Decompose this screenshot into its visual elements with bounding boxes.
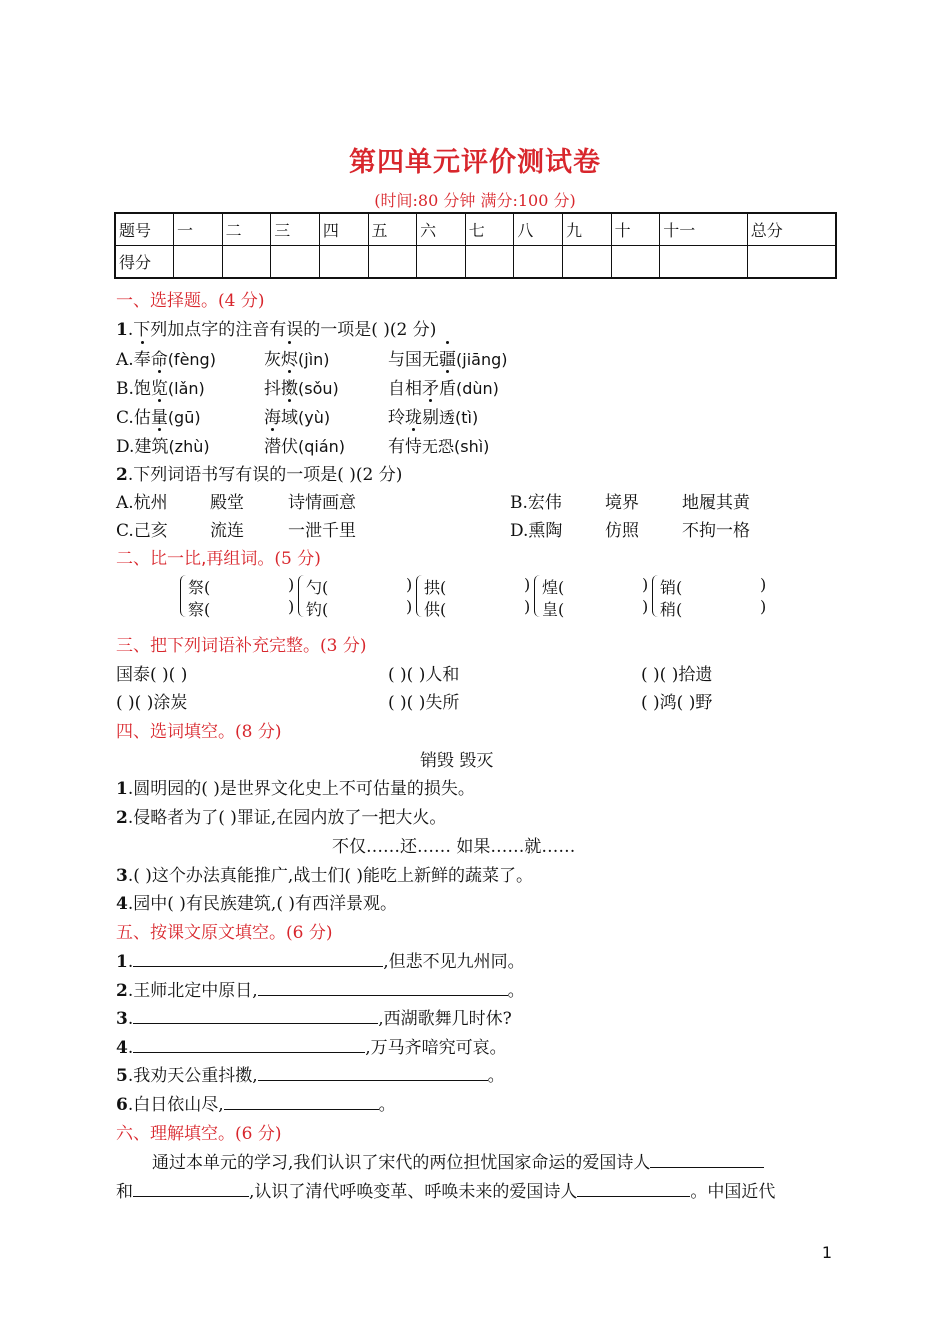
q2-word: 境界 bbox=[605, 493, 639, 513]
fill-question: 2.侵略者为了( )罪证,在园内放了一把大火。 bbox=[116, 808, 447, 828]
poem-line: 3. ,西湖歌舞几时休? bbox=[116, 1009, 512, 1029]
poem-line: 4. ,万马齐喑究可哀。 bbox=[116, 1038, 507, 1058]
conjunction-choices: 不仅……还…… 如果……就…… bbox=[332, 837, 576, 857]
table-row bbox=[115, 213, 836, 246]
score-cell[interactable] bbox=[319, 246, 368, 279]
q2-word: 不拘一格 bbox=[682, 521, 750, 541]
option-a: A.奉命(fèng) bbox=[116, 345, 216, 370]
score-cell[interactable] bbox=[417, 246, 466, 279]
option-b-word-3: 自相矛盾(dùn) bbox=[388, 374, 499, 399]
option-d-word-2: 潜伏(qián) bbox=[264, 432, 345, 457]
option-a-word-2: 灰烬(jìn) bbox=[264, 345, 330, 370]
page-number: 1 bbox=[821, 1243, 832, 1262]
compare-group: 煌( 皇( ) ) bbox=[534, 575, 654, 619]
score-table bbox=[114, 212, 837, 279]
score-cell[interactable] bbox=[563, 246, 612, 279]
idiom-item: 国泰( )( ) bbox=[116, 665, 188, 685]
score-cell[interactable] bbox=[660, 246, 748, 279]
option-c: C.估量(gū) bbox=[116, 403, 201, 428]
q2-option-d: D.熏陶 bbox=[510, 521, 563, 541]
idiom-item: ( )( )拾遗 bbox=[641, 665, 713, 685]
compare-item: 察( bbox=[188, 600, 211, 619]
answer-blank[interactable] bbox=[258, 979, 508, 996]
q2-option-b: B.宏伟 bbox=[510, 493, 562, 513]
section-5-heading: 五、按课文原文填空。(6 分) bbox=[116, 923, 333, 943]
q2-option-a: A.杭州 bbox=[116, 493, 168, 513]
table-cell: 得分 bbox=[115, 246, 174, 279]
table-cell: 十 bbox=[611, 213, 660, 246]
table-cell: 题号 bbox=[115, 213, 174, 246]
exam-info: (时间:80 分钟 满分:100 分) bbox=[374, 191, 576, 210]
compare-group: 拱( 供( ) ) bbox=[416, 575, 536, 619]
compare-group: 勺( 钓( ) ) bbox=[298, 575, 418, 619]
score-cell[interactable] bbox=[368, 246, 417, 279]
fill-question: 1.圆明园的( )是世界文化史上不可估量的损失。 bbox=[116, 779, 475, 799]
table-cell: 四 bbox=[319, 213, 368, 246]
compare-item: 拱( bbox=[424, 578, 447, 597]
section-6-heading: 六、理解填空。(6 分) bbox=[116, 1124, 282, 1144]
page-title: 第四单元评价测试卷 bbox=[349, 147, 601, 178]
section-2-heading: 二、比一比,再组词。(5 分) bbox=[116, 549, 321, 569]
answer-blank[interactable] bbox=[224, 1093, 379, 1110]
compare-item: 钓( bbox=[306, 600, 329, 619]
score-cell[interactable] bbox=[174, 246, 223, 279]
option-a-word-3: 与国无疆(jiāng) bbox=[388, 345, 507, 370]
q2-word: 流连 bbox=[210, 521, 244, 541]
q2-word: 仿照 bbox=[605, 521, 639, 541]
score-cell[interactable] bbox=[514, 246, 563, 279]
idiom-item: ( )( )人和 bbox=[388, 665, 460, 685]
score-cell[interactable] bbox=[465, 246, 514, 279]
compare-item: 煌( bbox=[542, 578, 565, 597]
table-cell: 十一 bbox=[660, 213, 748, 246]
idiom-item: ( )( )涂炭 bbox=[116, 693, 188, 713]
compare-item: 勺( bbox=[306, 578, 329, 597]
option-b-word-2: 抖擞(sǒu) bbox=[264, 374, 339, 399]
option-d-word-3: 有恃无恐(shì) bbox=[388, 432, 489, 457]
poem-line: 6.白日依山尽, 。 bbox=[116, 1095, 396, 1115]
score-cell[interactable] bbox=[271, 246, 320, 279]
table-cell: 九 bbox=[563, 213, 612, 246]
fill-question: 4.园中( )有民族建筑,( )有西洋景观。 bbox=[116, 894, 397, 914]
table-cell: 总分 bbox=[747, 213, 836, 246]
fill-question: 3.( )这个办法真能推广,战士们( )能吃上新鲜的蔬菜了。 bbox=[116, 866, 533, 886]
table-cell: 七 bbox=[465, 213, 514, 246]
q2-word: 地履其黄 bbox=[682, 493, 750, 513]
table-row bbox=[115, 246, 836, 279]
table-cell: 五 bbox=[368, 213, 417, 246]
answer-blank[interactable] bbox=[133, 1036, 365, 1053]
idiom-item: ( )( )失所 bbox=[388, 693, 460, 713]
compare-group: 销( 稍( ) ) bbox=[652, 575, 772, 619]
compare-item: 祭( bbox=[188, 578, 211, 597]
table-cell: 一 bbox=[174, 213, 223, 246]
option-b: B.饱览(lǎn) bbox=[116, 374, 205, 399]
compare-item: 供( bbox=[424, 600, 447, 619]
table-cell: 六 bbox=[417, 213, 466, 246]
compare-group: 祭( 察( ) ) bbox=[180, 575, 300, 619]
answer-blank[interactable] bbox=[650, 1151, 764, 1168]
poem-line: 2.王师北定中原日, 。 bbox=[116, 981, 525, 1001]
option-d: D.建筑(zhù) bbox=[116, 432, 210, 457]
answer-blank[interactable] bbox=[133, 1007, 378, 1024]
compare-item: 皇( bbox=[542, 600, 565, 619]
compare-item: 销( bbox=[660, 578, 683, 597]
section-4-heading: 四、选词填空。(8 分) bbox=[116, 722, 282, 742]
answer-blank[interactable] bbox=[133, 1180, 249, 1197]
question-1: 1.下列加点字的注音有误的一项是( )(2 分) bbox=[116, 320, 437, 340]
q2-word: 殿堂 bbox=[210, 493, 244, 513]
compare-item: 稍( bbox=[660, 600, 683, 619]
paragraph-line: 通过本单元的学习,我们认识了宋代的两位担忧国家命运的爱国诗人 bbox=[152, 1148, 764, 1173]
question-2: 2.下列词语书写有误的一项是( )(2 分) bbox=[116, 465, 403, 485]
q2-option-c: C.己亥 bbox=[116, 521, 168, 541]
idiom-item: ( )鸿( )野 bbox=[641, 693, 713, 713]
section-1-heading: 一、选择题。(4 分) bbox=[116, 291, 265, 311]
answer-blank[interactable] bbox=[258, 1064, 488, 1081]
poem-line: 1. ,但悲不见九州同。 bbox=[116, 952, 525, 972]
answer-blank[interactable] bbox=[577, 1180, 690, 1197]
paragraph-line: 和 ,认识了清代呼唤变革、呼唤未来的爱国诗人 。中国近代 bbox=[116, 1182, 776, 1202]
score-cell[interactable] bbox=[611, 246, 660, 279]
section-3-heading: 三、把下列词语补充完整。(3 分) bbox=[116, 636, 367, 656]
option-c-word-3: 玲珑剔透(tì) bbox=[388, 403, 478, 428]
table-cell: 八 bbox=[514, 213, 563, 246]
q2-word: 一泄千里 bbox=[288, 521, 356, 541]
poem-line: 5.我劝天公重抖擞, 。 bbox=[116, 1066, 505, 1086]
score-cell[interactable] bbox=[222, 246, 271, 279]
option-c-word-2: 海域(yù) bbox=[264, 403, 330, 428]
q2-word: 诗情画意 bbox=[288, 493, 356, 513]
table-cell: 二 bbox=[222, 213, 271, 246]
score-cell[interactable] bbox=[747, 246, 836, 279]
word-choices: 销毁 毁灭 bbox=[420, 751, 494, 771]
table-cell: 三 bbox=[271, 213, 320, 246]
answer-blank[interactable] bbox=[133, 950, 383, 967]
